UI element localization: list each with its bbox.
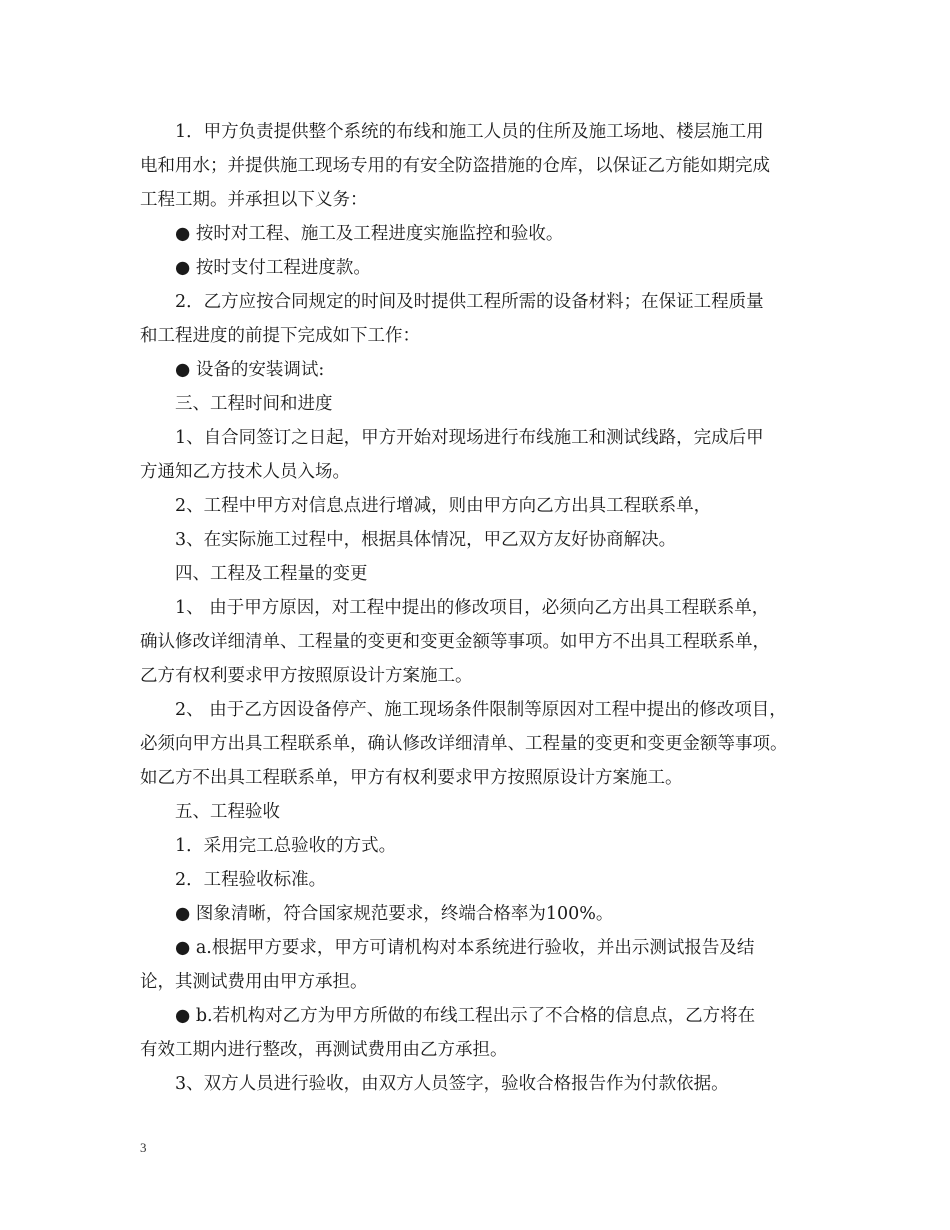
paragraph-line: 1．甲方负责提供整个系统的布线和施工人员的住所及施工场地、楼层施工用 — [175, 122, 764, 142]
bullet-item: ● b.若机构对乙方为甲方所做的布线工程出示了不合格的信息点，乙方将在 — [175, 1006, 756, 1026]
bullet-item: ● a.根据甲方要求，甲方可请机构对本系统进行验收，并出示测试报告及结 — [175, 938, 755, 958]
bullet-item: ● 图象清晰，符合国家规范要求，终端合格率为100%。 — [175, 904, 614, 924]
paragraph-line: 1、自合同签订之日起，甲方开始对现场进行布线施工和测试线路，完成后甲 — [175, 428, 764, 448]
paragraph-line: 和工程进度的前提下完成如下工作： — [140, 326, 420, 346]
paragraph-line: 2．乙方应按合同规定的时间及时提供工程所需的设备材料；在保证工程质量 — [175, 292, 764, 312]
paragraph-line: 如乙方不出具工程联系单，甲方有权利要求甲方按照原设计方案施工。 — [140, 768, 683, 788]
paragraph-line: 论，其测试费用由甲方承担。 — [140, 972, 368, 992]
paragraph-line: 2、工程中甲方对信息点进行增减，则由甲方向乙方出具工程联系单， — [175, 496, 712, 516]
paragraph-line: 3、在实际施工过程中，根据具体情况，甲乙双方友好协商解决。 — [175, 530, 677, 550]
section-heading: 五、工程验收 — [175, 802, 280, 822]
bullet-item: ● 按时对工程、施工及工程进度实施监控和验收。 — [175, 224, 564, 244]
paragraph-line: 电和用水；并提供施工现场专用的有安全防盗措施的仓库，以保证乙方能如期完成 — [140, 156, 770, 176]
bullet-item: ● 按时支付工程进度款。 — [175, 258, 371, 278]
paragraph-line: 有效工期内进行整改，再测试费用由乙方承担。 — [140, 1040, 508, 1060]
paragraph-line: 方通知乙方技术人员入场。 — [140, 462, 350, 482]
section-heading: 四、工程及工程量的变更 — [175, 564, 368, 584]
paragraph-line: 2、 由于乙方因设备停产、施工现场条件限制等原因对工程中提出的修改项目， — [175, 700, 787, 720]
paragraph-line: 工程工期。并承担以下义务： — [140, 190, 368, 210]
paragraph-line: 乙方有权利要求甲方按照原设计方案施工。 — [140, 666, 473, 686]
bullet-item: ● 设备的安装调试: — [175, 360, 325, 380]
paragraph-line: 1．采用完工总验收的方式。 — [175, 836, 397, 856]
paragraph-line: 2．工程验收标准。 — [175, 870, 327, 890]
paragraph-line: 1、 由于甲方原因，对工程中提出的修改项目，必须向乙方出具工程联系单， — [175, 598, 770, 618]
paragraph-line: 3、双方人员进行验收，由双方人员签字，验收合格报告作为付款依据。 — [175, 1074, 729, 1094]
paragraph-line: 确认修改详细清单、工程量的变更和变更金额等事项。如甲方不出具工程联系单， — [140, 632, 770, 652]
section-heading: 三、工程时间和进度 — [175, 394, 333, 414]
page-number: 3 — [140, 1140, 147, 1155]
paragraph-line: 必须向甲方出具工程联系单，确认修改详细清单、工程量的变更和变更金额等事项。 — [140, 734, 788, 754]
document-body — [140, 115, 820, 1101]
